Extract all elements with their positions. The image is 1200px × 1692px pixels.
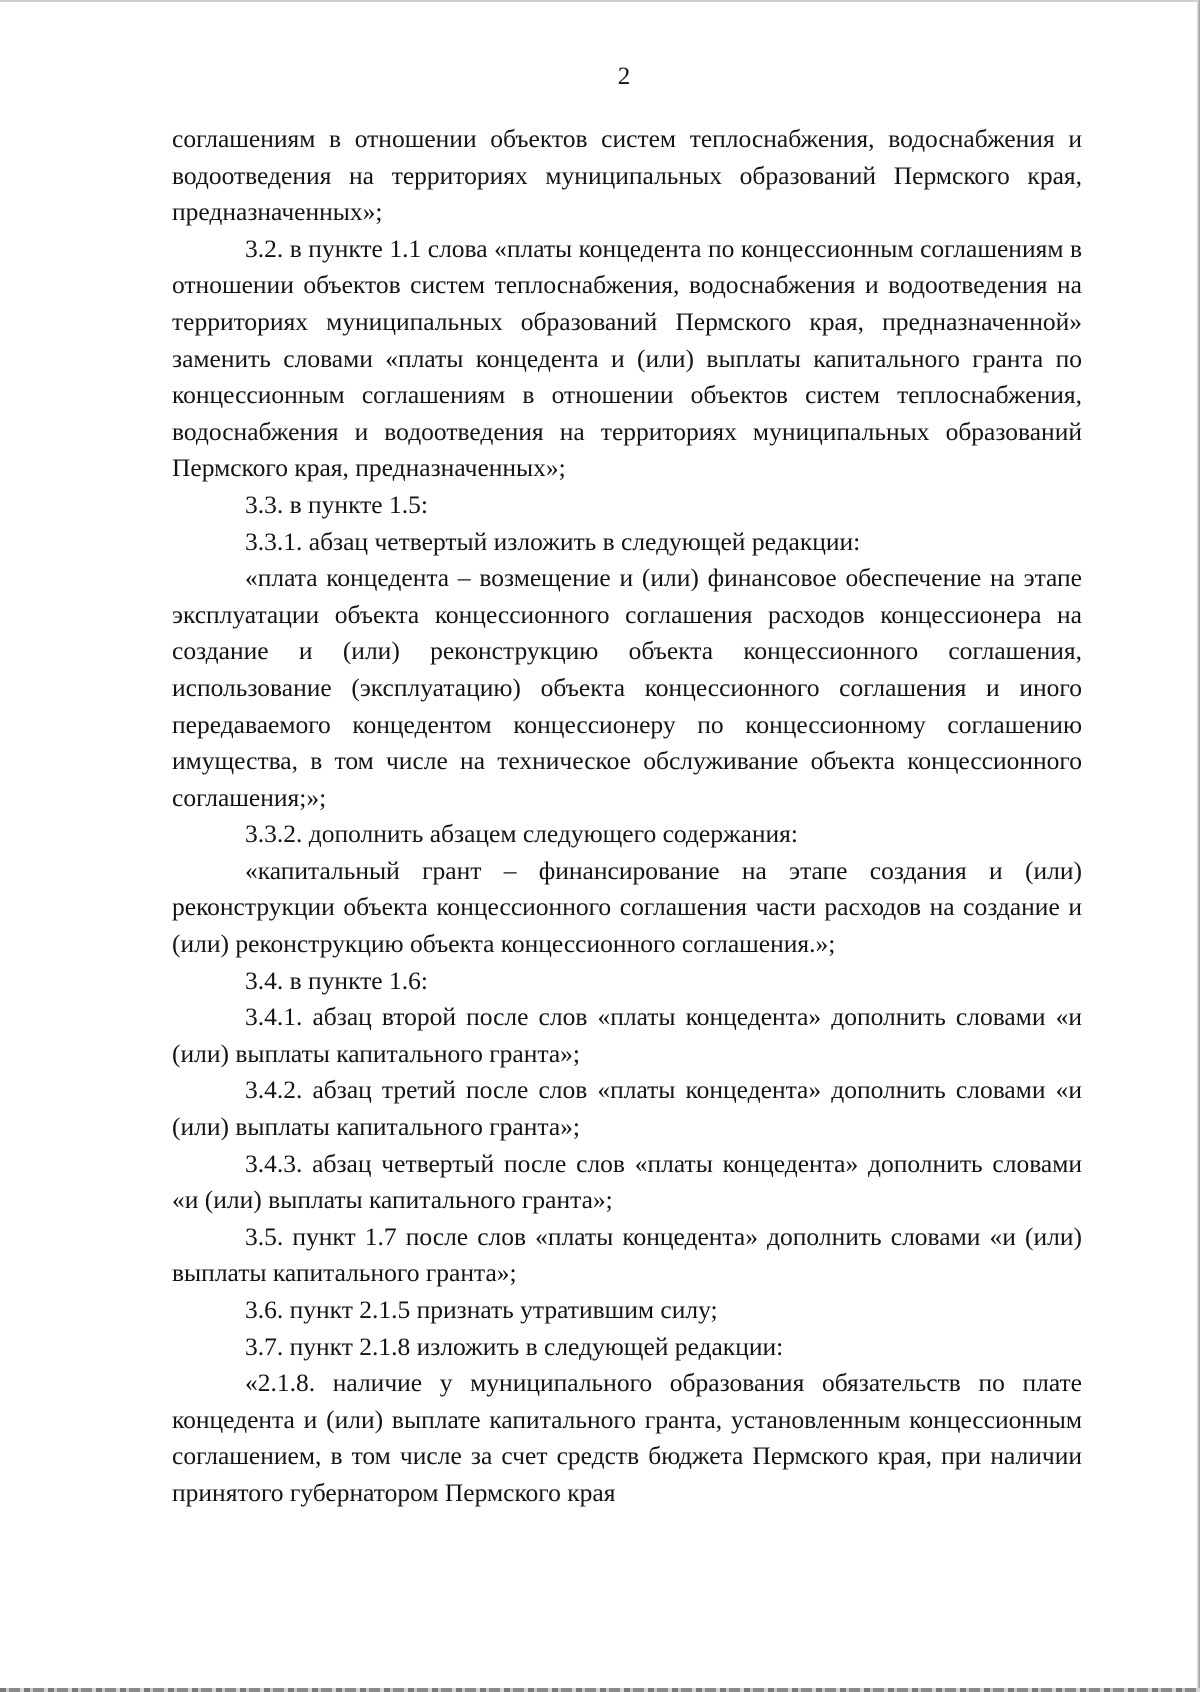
- paragraph-3-4-1: 3.4.1. абзац второй после слов «платы концедента» дополнить словами «и (или) выплаты капитального гранта»;: [172, 1002, 1082, 1068]
- scan-edge-top: [0, 0, 1200, 2]
- paragraph-3-4-3: 3.4.3. абзац четвертый после слов «платы концедента» дополнить словами «и (или) выплаты капитального гранта»;: [172, 1148, 1082, 1215]
- paragraph-definition-plata: «плата концедента – возмещение и (или) финансовое обеспечение на этапе эксплуатации объекта концессионного соглашения расходов концессионера на создание и (или) реконструкцию объекта концессионного соглашения, использование (эксплуатацию) объекта концессионного соглашения и иного передаваемого концедентом концессионеру по концессионному соглашению имущества, в том числе на техническое обслуживание объекта концессионного соглашения;»;: [172, 563, 1082, 812]
- paragraph-3-3-1: 3.3.1. абзац четвертый изложить в следующей редакции:: [245, 526, 861, 556]
- paragraph-3-7: 3.7. пункт 2.1.8 изложить в следующей редакции:: [245, 1331, 784, 1361]
- paragraph-2-1-8: «2.1.8. наличие у муниципального образования обязательств по плате концедента и (или) выплате капитального гранта, установленным концессионным соглашением, в том числе за счет средств бюджета Пермского края, при наличии принятого губернатором Пермского края: [172, 1368, 1082, 1507]
- paragraph-3-3: 3.3. в пункте 1.5:: [245, 489, 428, 519]
- paragraph-3-4-2: 3.4.2. абзац третий после слов «платы концедента» дополнить словами «и (или) выплаты капитального гранта»;: [172, 1075, 1082, 1142]
- scan-edge-bottom: [0, 1688, 1200, 1692]
- paragraph-3-6: 3.6. пункт 2.1.5 признать утратившим силу;: [245, 1295, 718, 1324]
- paragraph-3-4: 3.4. в пункте 1.6:: [245, 965, 428, 995]
- paragraph-3-5: 3.5. пункт 1.7 после слов «платы концедента» дополнить словами «и (или) выплаты капитального гранта»;: [172, 1221, 1082, 1288]
- page-number: 2: [617, 63, 631, 90]
- paragraph-definition-grant: «капитальный грант – финансирование на этапе создания и (или) реконструкции объекта концессионного соглашения части расходов на создание и (или) реконструкцию объекта концессионного соглашения.»;: [172, 855, 1082, 959]
- paragraph-3-2: 3.2. в пункте 1.1 слова «платы концедента по концессионным соглашениям в отношении объектов систем теплоснабжения, водоснабжения и водоотведения на территориях муниципальных образований Пермского края, предназначенной» заменить словами «платы концедента и (или) выплаты капитального гранта по концессионным соглашениям в отношении объектов систем теплоснабжения, водоснабжения и водоотведения на территориях муниципальных образований Пермского края, предназначенных»;: [172, 233, 1082, 483]
- paragraph-3-3-2: 3.3.2. дополнить абзацем следующего содержания:: [245, 819, 798, 849]
- paragraph-continuation: соглашениям в отношении объектов систем теплоснабжения, водоснабжения и водоотведения на территориях муниципальных образований Пермского края, предназначенных»;: [172, 124, 1082, 227]
- document-body: [172, 121, 1082, 1512]
